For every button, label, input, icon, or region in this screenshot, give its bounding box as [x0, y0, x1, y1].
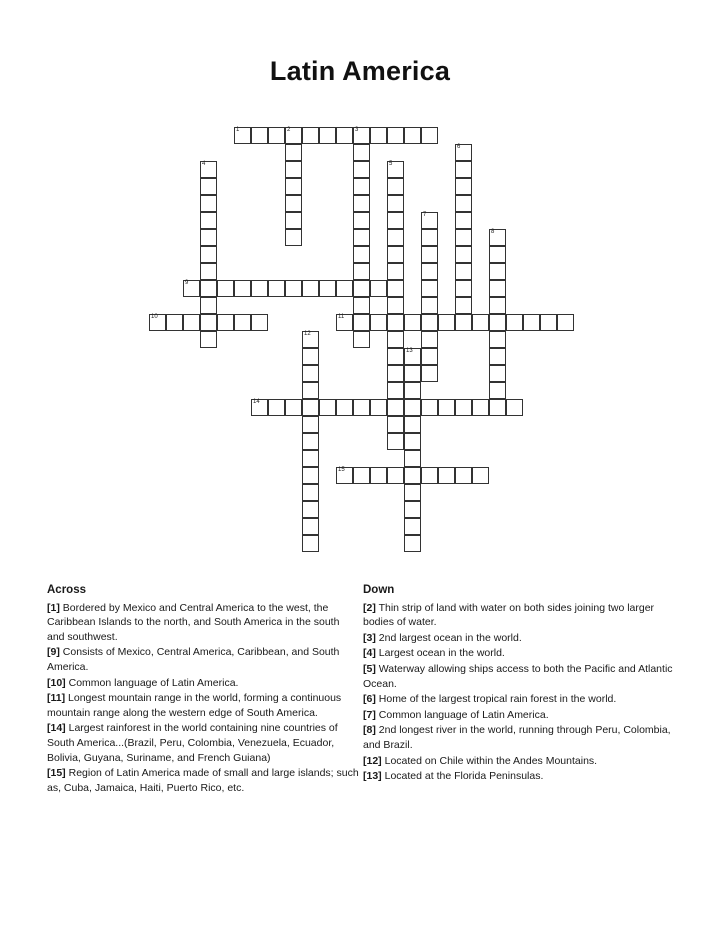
- across-clue-14: [14] Largest rainforest in the world containing nine countries of South America...(Brazil, Peru, Colombia, Venezuela, Ecuador, Bolivia, Guyana, Suriname, and French Guiana): [47, 722, 338, 764]
- crossword-cell[interactable]: [353, 314, 370, 331]
- crossword-cell[interactable]: [404, 382, 421, 399]
- crossword-cell[interactable]: [353, 161, 370, 178]
- crossword-cell[interactable]: [387, 399, 404, 416]
- down-clue-6: [6] Home of the largest tropical rain forest in the world.: [363, 693, 617, 706]
- crossword-cell[interactable]: [336, 399, 353, 416]
- clue-number: 4: [202, 161, 206, 167]
- crossword-cell[interactable]: [387, 467, 404, 484]
- clue-number: 7: [423, 212, 427, 218]
- crossword-cell[interactable]: [387, 416, 404, 433]
- clue-number: 1: [236, 127, 240, 133]
- crossword-cell[interactable]: [421, 212, 438, 229]
- crossword-cell[interactable]: [234, 127, 251, 144]
- across-clue-10: [10] Common language of Latin America.: [47, 676, 239, 689]
- crossword-cell[interactable]: [285, 195, 302, 212]
- clue-number: 3: [355, 127, 359, 133]
- crossword-cell[interactable]: [353, 399, 370, 416]
- crossword-cell[interactable]: [421, 263, 438, 280]
- clue-number: 9: [185, 280, 189, 286]
- crossword-cell[interactable]: [421, 314, 438, 331]
- crossword-cell[interactable]: [200, 263, 217, 280]
- clue-number: 2: [287, 127, 291, 133]
- crossword-cell[interactable]: [302, 450, 319, 467]
- crossword-cell[interactable]: [489, 314, 506, 331]
- crossword-cell[interactable]: [200, 229, 217, 246]
- crossword-cell[interactable]: [217, 280, 234, 297]
- crossword-cell[interactable]: [404, 535, 421, 552]
- crossword-cell[interactable]: [455, 467, 472, 484]
- crossword-cell[interactable]: [200, 280, 217, 297]
- crossword-cell[interactable]: [455, 280, 472, 297]
- crossword-cell[interactable]: [421, 229, 438, 246]
- crossword-cell[interactable]: [387, 348, 404, 365]
- crossword-cell[interactable]: [438, 399, 455, 416]
- clue-number: 13: [406, 348, 413, 354]
- crossword-cell[interactable]: [455, 263, 472, 280]
- crossword-cell[interactable]: [404, 314, 421, 331]
- crossword-cell[interactable]: [200, 246, 217, 263]
- crossword-cell[interactable]: [183, 314, 200, 331]
- crossword-cell[interactable]: [200, 331, 217, 348]
- crossword-cell[interactable]: [302, 416, 319, 433]
- crossword-cell[interactable]: [421, 280, 438, 297]
- crossword-cell[interactable]: [353, 467, 370, 484]
- down-clue-3: [3] 2nd largest ocean in the world.: [363, 631, 522, 644]
- crossword-cell[interactable]: [302, 535, 319, 552]
- crossword-cell[interactable]: [387, 178, 404, 195]
- crossword-cell[interactable]: [489, 297, 506, 314]
- crossword-cell[interactable]: [285, 144, 302, 161]
- crossword-cell[interactable]: [404, 501, 421, 518]
- crossword-cell[interactable]: [455, 144, 472, 161]
- crossword-cell[interactable]: [387, 382, 404, 399]
- down-clue-8: [8] 2nd longest river in the world, running through Peru, Colombia, and Brazil.: [363, 724, 671, 751]
- crossword-cell[interactable]: [455, 246, 472, 263]
- crossword-cell[interactable]: [200, 212, 217, 229]
- crossword-cell[interactable]: [353, 246, 370, 263]
- clue-number: 8: [491, 229, 495, 235]
- crossword-cell[interactable]: [200, 178, 217, 195]
- across-clue-9: [9] Consists of Mexico, Central America, Caribbean, and South America.: [47, 646, 340, 673]
- crossword-cell[interactable]: [489, 246, 506, 263]
- crossword-cell[interactable]: [302, 501, 319, 518]
- clue-number: 12: [304, 331, 311, 337]
- crossword-cell[interactable]: [268, 127, 285, 144]
- crossword-cell[interactable]: [455, 161, 472, 178]
- crossword-cell[interactable]: [489, 331, 506, 348]
- crossword-cell[interactable]: [302, 467, 319, 484]
- crossword-cell[interactable]: [166, 314, 183, 331]
- crossword-cell[interactable]: [285, 161, 302, 178]
- across-heading: Across: [47, 584, 86, 596]
- down-clue-7: [7] Common language of Latin America.: [363, 708, 549, 721]
- crossword-cell[interactable]: [455, 297, 472, 314]
- crossword-cell[interactable]: [285, 399, 302, 416]
- crossword-cell[interactable]: [387, 246, 404, 263]
- crossword-cell[interactable]: [353, 212, 370, 229]
- crossword-cell[interactable]: [455, 314, 472, 331]
- crossword-cell[interactable]: [285, 212, 302, 229]
- crossword-cell[interactable]: [387, 297, 404, 314]
- crossword-cell[interactable]: [353, 127, 370, 144]
- crossword-cell[interactable]: [455, 195, 472, 212]
- crossword-cell[interactable]: [421, 399, 438, 416]
- crossword-cell[interactable]: [302, 365, 319, 382]
- crossword-cell[interactable]: [302, 127, 319, 144]
- crossword-cell[interactable]: [302, 484, 319, 501]
- crossword-cell[interactable]: [200, 161, 217, 178]
- crossword-cell[interactable]: [251, 280, 268, 297]
- down-clue-13: [13] Located at the Florida Peninsulas.: [363, 770, 544, 783]
- crossword-cell[interactable]: [353, 263, 370, 280]
- crossword-cell[interactable]: [268, 280, 285, 297]
- crossword-cell[interactable]: [370, 399, 387, 416]
- across-clue-1: [1] Bordered by Mexico and Central America to the west, the Caribbean Islands to the north, and South America in the south and southwest.: [47, 601, 340, 643]
- crossword-cell[interactable]: [506, 314, 523, 331]
- crossword-cell[interactable]: [455, 212, 472, 229]
- crossword-cell[interactable]: [404, 484, 421, 501]
- clue-number: 5: [389, 161, 393, 167]
- crossword-cell[interactable]: [387, 280, 404, 297]
- crossword-cell[interactable]: [302, 280, 319, 297]
- crossword-cell[interactable]: [353, 195, 370, 212]
- crossword-cell[interactable]: [319, 127, 336, 144]
- crossword-cell[interactable]: [438, 314, 455, 331]
- crossword-cell[interactable]: [489, 280, 506, 297]
- crossword-cell[interactable]: [319, 280, 336, 297]
- crossword-cell[interactable]: [370, 280, 387, 297]
- crossword-cell[interactable]: [472, 467, 489, 484]
- down-heading: Down: [363, 584, 395, 596]
- crossword-cell[interactable]: [285, 178, 302, 195]
- clue-number: 6: [457, 144, 461, 150]
- crossword-cell[interactable]: [285, 127, 302, 144]
- crossword-cell[interactable]: [404, 348, 421, 365]
- crossword-cell[interactable]: [353, 144, 370, 161]
- crossword-cell[interactable]: [489, 229, 506, 246]
- crossword-cell[interactable]: [421, 127, 438, 144]
- crossword-cell[interactable]: [387, 127, 404, 144]
- crossword-cell[interactable]: [404, 416, 421, 433]
- crossword-cell[interactable]: [387, 365, 404, 382]
- crossword-cell[interactable]: [149, 314, 166, 331]
- crossword-cell[interactable]: [455, 229, 472, 246]
- crossword-cell[interactable]: [455, 399, 472, 416]
- crossword-cell[interactable]: [285, 280, 302, 297]
- crossword-cell[interactable]: [302, 348, 319, 365]
- crossword-cell[interactable]: [353, 297, 370, 314]
- crossword-cell[interactable]: [336, 467, 353, 484]
- crossword-cell[interactable]: [268, 399, 285, 416]
- crossword-cell[interactable]: [438, 467, 455, 484]
- crossword-cell[interactable]: [506, 399, 523, 416]
- crossword-cell[interactable]: [217, 314, 234, 331]
- crossword-cell[interactable]: [489, 399, 506, 416]
- crossword-cell[interactable]: [472, 399, 489, 416]
- clue-number: 14: [253, 399, 260, 405]
- crossword-cell[interactable]: [387, 314, 404, 331]
- crossword-cell[interactable]: [523, 314, 540, 331]
- crossword-cell[interactable]: [336, 127, 353, 144]
- crossword-cell[interactable]: [387, 331, 404, 348]
- crossword-cell[interactable]: [489, 263, 506, 280]
- clue-number: 10: [151, 314, 158, 320]
- crossword-cell[interactable]: [404, 467, 421, 484]
- crossword-cell[interactable]: [200, 314, 217, 331]
- crossword-cell[interactable]: [302, 433, 319, 450]
- down-clue-5: [5] Waterway allowing ships access to both the Pacific and Atlantic Ocean.: [363, 662, 673, 690]
- crossword-cell[interactable]: [421, 331, 438, 348]
- crossword-cell[interactable]: [387, 433, 404, 450]
- crossword-cell[interactable]: [489, 382, 506, 399]
- crossword-cell[interactable]: [251, 314, 268, 331]
- crossword-cell[interactable]: [200, 195, 217, 212]
- crossword-cell[interactable]: [353, 280, 370, 297]
- across-clue-15: [15] Region of Latin America made of small and large islands; such as, Cuba, Jamaica, Haiti, Puerto Rico, etc.: [47, 767, 359, 794]
- crossword-cell[interactable]: [302, 382, 319, 399]
- crossword-cell[interactable]: [489, 348, 506, 365]
- crossword-cell[interactable]: [251, 127, 268, 144]
- page-title: Latin America: [269, 56, 451, 86]
- across-clues: [47, 583, 359, 796]
- down-clue-12: [12] Located on Chile within the Andes Mountains.: [363, 754, 598, 767]
- crossword-cell[interactable]: [404, 127, 421, 144]
- crossword-cell[interactable]: [353, 331, 370, 348]
- crossword-cell[interactable]: [404, 450, 421, 467]
- crossword-cell[interactable]: [370, 314, 387, 331]
- crossword-cell[interactable]: [421, 297, 438, 314]
- crossword-cell[interactable]: [353, 229, 370, 246]
- down-clue-2: [2] Thin strip of land with water on both sides joining two larger bodies of water.: [363, 601, 655, 629]
- clue-number: 15: [338, 467, 345, 473]
- crossword-cell[interactable]: [557, 314, 574, 331]
- crossword-cell[interactable]: [404, 518, 421, 535]
- crossword-cell[interactable]: [404, 365, 421, 382]
- down-clue-4: [4] Largest ocean in the world.: [363, 647, 505, 660]
- crossword-cell[interactable]: [540, 314, 557, 331]
- crossword-cell[interactable]: [387, 229, 404, 246]
- crossword-cell[interactable]: [404, 433, 421, 450]
- crossword-cell[interactable]: [370, 467, 387, 484]
- crossword-cell[interactable]: [285, 229, 302, 246]
- crossword-cell[interactable]: [302, 518, 319, 535]
- crossword-cell[interactable]: [421, 365, 438, 382]
- crossword-cell[interactable]: [489, 365, 506, 382]
- crossword-cell[interactable]: [302, 331, 319, 348]
- crossword-cell[interactable]: [421, 246, 438, 263]
- crossword-cell[interactable]: [421, 467, 438, 484]
- crossword-cell[interactable]: [387, 263, 404, 280]
- crossword-cell[interactable]: [319, 399, 336, 416]
- down-clues: [363, 583, 675, 785]
- crossword-cell[interactable]: [234, 314, 251, 331]
- clue-number: 11: [338, 314, 345, 320]
- crossword-cell[interactable]: [302, 399, 319, 416]
- crossword-cell[interactable]: [200, 297, 217, 314]
- crossword-cell[interactable]: [387, 212, 404, 229]
- crossword-cell[interactable]: [370, 127, 387, 144]
- crossword-cell[interactable]: [455, 178, 472, 195]
- crossword-cell[interactable]: [336, 314, 353, 331]
- crossword-cell[interactable]: [472, 314, 489, 331]
- crossword-cell[interactable]: [353, 178, 370, 195]
- crossword-cell[interactable]: [183, 280, 200, 297]
- crossword-cell[interactable]: [404, 399, 421, 416]
- crossword-cell[interactable]: [387, 161, 404, 178]
- crossword-cell[interactable]: [251, 399, 268, 416]
- crossword-cell[interactable]: [421, 348, 438, 365]
- crossword-cell[interactable]: [336, 280, 353, 297]
- across-clue-11: [11] Longest mountain range in the world, forming a continuous mountain range along the western edge of South America.: [47, 692, 342, 719]
- crossword-cell[interactable]: [387, 195, 404, 212]
- crossword-cell[interactable]: [234, 280, 251, 297]
